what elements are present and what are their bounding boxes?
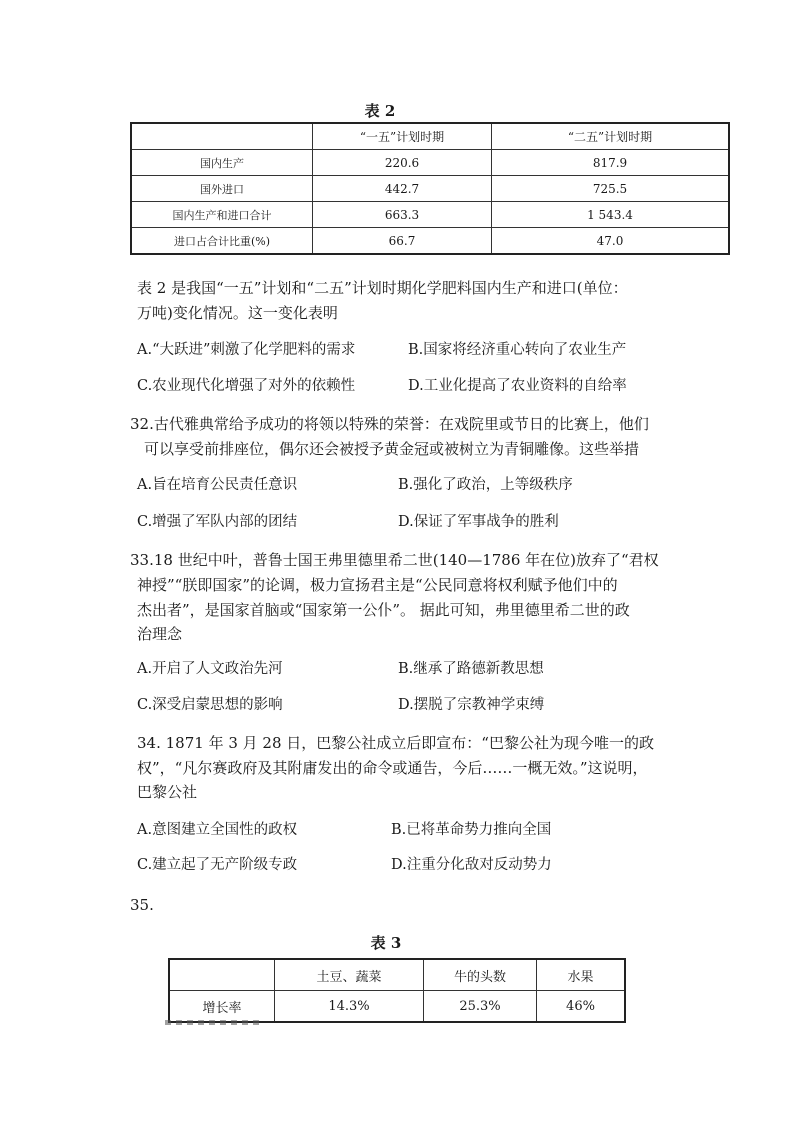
q34-option-b: B.已将革命势力推向全国	[391, 822, 552, 838]
q33-option-d: D.摆脱了宗教神学束缚	[398, 697, 545, 713]
table-cell: 663.3	[313, 202, 492, 228]
table-row	[131, 150, 729, 176]
table3	[168, 958, 626, 1023]
table-cell: 国外进口	[131, 176, 313, 202]
q31-option-b: B.国家将经济重心转向了农业生产	[408, 342, 627, 358]
q33-stem-line-3: 杰出者”，是国家首脑或“国家第一公仆”。 据此可知，弗里德里希二世的政	[137, 601, 630, 619]
table-header-cell: “二五”计划时期	[492, 123, 730, 150]
q33-option-b: B.继承了路德新教思想	[398, 661, 544, 677]
table3-caption: 表 3	[370, 934, 402, 952]
q31-option-c: C.农业现代化增强了对外的依赖性	[137, 378, 356, 394]
q32-option-a: A.旨在培育公民责任意识	[137, 477, 298, 493]
q33-option-c: C.深受启蒙思想的影响	[137, 697, 283, 713]
table-row	[169, 959, 625, 991]
q34-stem-line-1: 34. 1871 年 3 月 28 日，巴黎公社成立后即宣布：“巴黎公社为现今唯一的政	[137, 734, 654, 752]
table-cell: 进口占合计比重(%)	[131, 228, 313, 255]
table-cell	[169, 959, 275, 991]
q32-option-c: C.增强了军队内部的团结	[137, 514, 298, 530]
table-header-cell: 土豆、蔬菜	[275, 959, 424, 991]
table-row	[131, 123, 729, 150]
q33-stem-line-1: 33.18 世纪中叶，普鲁士国王弗里德里希二世(140—1786 年在位)放弃了“君权	[130, 551, 659, 569]
q31-option-a: A.“大跃进”刺激了化学肥料的需求	[137, 342, 356, 358]
q34-option-a: A.意图建立全国性的政权	[137, 822, 298, 838]
table-row	[131, 228, 729, 255]
table-row	[131, 176, 729, 202]
table-cell: 14.3%	[275, 991, 424, 1023]
table-row	[169, 991, 625, 1023]
q31-stem-line-2: 万吨)变化情况。这一变化表明	[137, 304, 338, 322]
table-header-cell: “一五”计划时期	[313, 123, 492, 150]
q33-option-a: A.开启了人文政治先河	[137, 661, 283, 677]
table-cell: 1 543.4	[492, 202, 730, 228]
table-cell: 25.3%	[424, 991, 537, 1023]
table-row	[131, 202, 729, 228]
q32-option-d: D.保证了军事战争的胜利	[398, 514, 559, 530]
q32-stem-line-1: 32.古代雅典常给予成功的将领以特殊的荣誉：在戏院里或节日的比赛上，他们	[130, 415, 649, 433]
table-cell: 817.9	[492, 150, 730, 176]
table2	[130, 122, 730, 255]
q34-option-c: C.建立起了无产阶级专政	[137, 857, 298, 873]
q31-option-d: D.工业化提高了农业资料的自给率	[408, 378, 627, 394]
q34-stem-line-3: 巴黎公社	[137, 783, 198, 801]
table-cell: 46%	[537, 991, 626, 1023]
cropped-text-fragment	[165, 1020, 260, 1025]
table-cell: 66.7	[313, 228, 492, 255]
table-header-cell: 水果	[537, 959, 626, 991]
q34-option-d: D.注重分化敌对反动势力	[391, 857, 552, 873]
table-header-cell: 牛的头数	[424, 959, 537, 991]
q35-number: 35.	[130, 896, 154, 914]
table-cell: 国内生产	[131, 150, 313, 176]
q32-stem-line-2: 可以享受前排座位，偶尔还会被授予黄金冠或被树立为青铜雕像。这些举措	[144, 440, 640, 458]
table2-caption: 表 2	[364, 102, 396, 120]
q31-stem-line-1: 表 2 是我国“一五”计划和“二五”计划时期化学肥料国内生产和进口(单位：	[137, 279, 628, 297]
table-cell: 220.6	[313, 150, 492, 176]
table-cell: 725.5	[492, 176, 730, 202]
table-cell: 国内生产和进口合计	[131, 202, 313, 228]
q33-stem-line-2: 神授”“朕即国家”的论调，极力宣扬君主是“公民同意将权利赋予他们中的	[137, 576, 618, 594]
table-cell: 增长率	[169, 991, 275, 1023]
table-cell: 47.0	[492, 228, 730, 255]
q34-stem-line-2: 权”，“凡尔赛政府及其附庸发出的命令或通告，今后……一概无效。”这说明，	[137, 759, 648, 777]
q33-stem-line-4: 治理念	[137, 625, 183, 643]
q32-option-b: B.强化了政治，上等级秩序	[398, 477, 573, 493]
table-cell: 442.7	[313, 176, 492, 202]
table-cell	[131, 123, 313, 150]
